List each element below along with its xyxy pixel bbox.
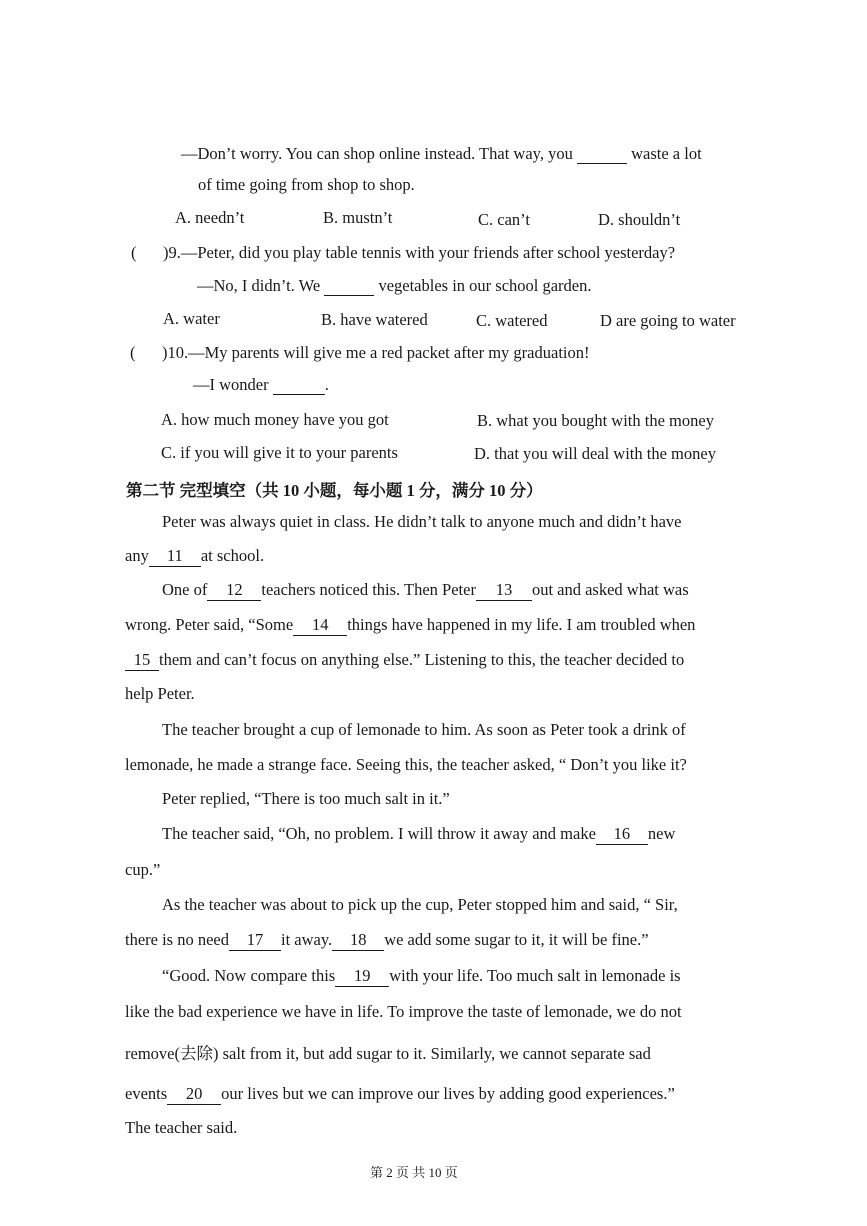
q9-number: )9. xyxy=(163,243,181,262)
q8-answer-text-a: —Don’t worry. You can shop online instead. That way, you xyxy=(181,144,573,163)
q9-option-d: D are going to water xyxy=(600,311,736,330)
q8-option-c: C. can’t xyxy=(478,210,530,229)
q9-question-text: —Peter, did you play table tennis with your friends after school yesterday? xyxy=(180,243,676,262)
blank-17: 17 xyxy=(229,930,281,951)
q10-question-text: —My parents will give me a red packet after my graduation! xyxy=(188,343,590,362)
passage-line xyxy=(162,580,689,601)
passage-line xyxy=(125,615,695,636)
passage-line xyxy=(125,930,649,951)
q9-answer-text-b: vegetables in our school garden. xyxy=(378,276,592,295)
passage-line: cup.” xyxy=(125,860,161,879)
passage-line: remove(去除) salt from it, but add sugar to it. Similarly, we cannot separate sad xyxy=(125,1044,651,1063)
passage-line: like the bad experience we have in life. To improve the taste of lemonade, we do not xyxy=(125,1002,682,1021)
blank-11: 11 xyxy=(149,546,201,567)
passage-line: The teacher brought a cup of lemonade to him. As soon as Peter took a drink of xyxy=(162,720,686,739)
q10-option-b: B. what you bought with the money xyxy=(477,411,714,430)
passage-line: The teacher said. xyxy=(125,1118,238,1137)
passage-line: Peter replied, “There is too much salt in it.” xyxy=(162,789,450,808)
passage-text: events xyxy=(125,1084,168,1103)
passage-text: we add some sugar to it, it will be fine.” xyxy=(384,930,649,949)
q8-answer-line2: of time going from shop to shop. xyxy=(198,175,415,194)
passage-text: there is no need xyxy=(125,930,230,949)
blank-18: 18 xyxy=(332,930,384,951)
q10-question xyxy=(162,343,589,363)
q10-option-d: D. that you will deal with the money xyxy=(474,444,716,463)
blank-13: 13 xyxy=(476,580,532,601)
passage-text: “Good. Now compare this xyxy=(162,966,336,985)
passage-text: at school. xyxy=(200,546,265,565)
q10-paren-open: ( xyxy=(130,343,136,362)
q9-answer xyxy=(197,276,592,296)
q10-option-a: A. how much money have you got xyxy=(161,410,389,429)
q8-option-d: D. shouldn’t xyxy=(598,210,681,229)
blank-19: 19 xyxy=(335,966,389,987)
q8-option-a: A. needn’t xyxy=(175,208,245,227)
passage-line xyxy=(125,650,684,671)
blank-16: 16 xyxy=(596,824,648,845)
q9-option-c: C. watered xyxy=(476,311,548,330)
section-heading: 第二节 完型填空（共 10 小题，每小题 1 分，满分 10 分） xyxy=(126,481,543,500)
passage-text: teachers noticed this. Then Peter xyxy=(261,580,476,599)
q9-paren-open: ( xyxy=(131,243,137,262)
passage-text: out and asked what was xyxy=(531,580,689,599)
q8-option-b: B. mustn’t xyxy=(323,208,393,227)
q8-answer-text-b: waste a lot xyxy=(631,144,702,163)
q10-answer-text-a: —I wonder xyxy=(193,375,269,394)
passage-line: lemonade, he made a strange face. Seeing this, the teacher asked, “ Don’t you like it? xyxy=(125,755,687,774)
passage-line: As the teacher was about to pick up the cup, Peter stopped him and said, “ Sir, xyxy=(162,895,678,914)
blank-15: 15 xyxy=(125,650,159,671)
passage-line xyxy=(125,546,264,567)
passage-line xyxy=(162,966,681,987)
passage-line xyxy=(162,824,675,845)
passage-text: any xyxy=(125,546,149,565)
passage-text: wrong. Peter said, “Some xyxy=(125,615,294,634)
passage-text: our lives but we can improve our lives by adding good experiences.” xyxy=(221,1084,675,1103)
passage-text: new xyxy=(647,824,676,843)
q9-question xyxy=(163,243,675,263)
passage-text: them and can’t focus on anything else.” Listening to this, the teacher decided to xyxy=(159,650,685,669)
q8-answer-line1 xyxy=(181,144,702,164)
q9-answer-text-a: —No, I didn’t. We xyxy=(197,276,321,295)
passage-text: it away. xyxy=(281,930,333,949)
blank-14: 14 xyxy=(293,615,347,636)
blank-12: 12 xyxy=(207,580,261,601)
q10-answer-text-b: . xyxy=(324,375,329,394)
passage-text: The teacher said, “Oh, no problem. I will throw it away and make xyxy=(162,824,596,843)
q10-blank xyxy=(273,376,325,395)
q10-option-c: C. if you will give it to your parents xyxy=(161,443,398,462)
passage-line: help Peter. xyxy=(125,684,195,703)
passage-line xyxy=(125,1084,675,1105)
passage-text: One of xyxy=(162,580,208,599)
q9-option-a: A. water xyxy=(163,309,220,328)
blank-20: 20 xyxy=(167,1084,221,1105)
passage-line: Peter was always quiet in class. He didn’t talk to anyone much and didn’t have xyxy=(162,512,682,531)
q8-blank xyxy=(577,145,627,164)
q9-blank xyxy=(324,277,374,296)
passage-text: with your life. Too much salt in lemonade is xyxy=(389,966,681,985)
page-footer: 第 2 页 共 10 页 xyxy=(370,1165,458,1180)
q10-answer xyxy=(193,375,329,395)
q9-option-b: B. have watered xyxy=(321,310,428,329)
passage-text: things have happened in my life. I am troubled when xyxy=(347,615,696,634)
q10-number: )10. xyxy=(162,343,189,362)
